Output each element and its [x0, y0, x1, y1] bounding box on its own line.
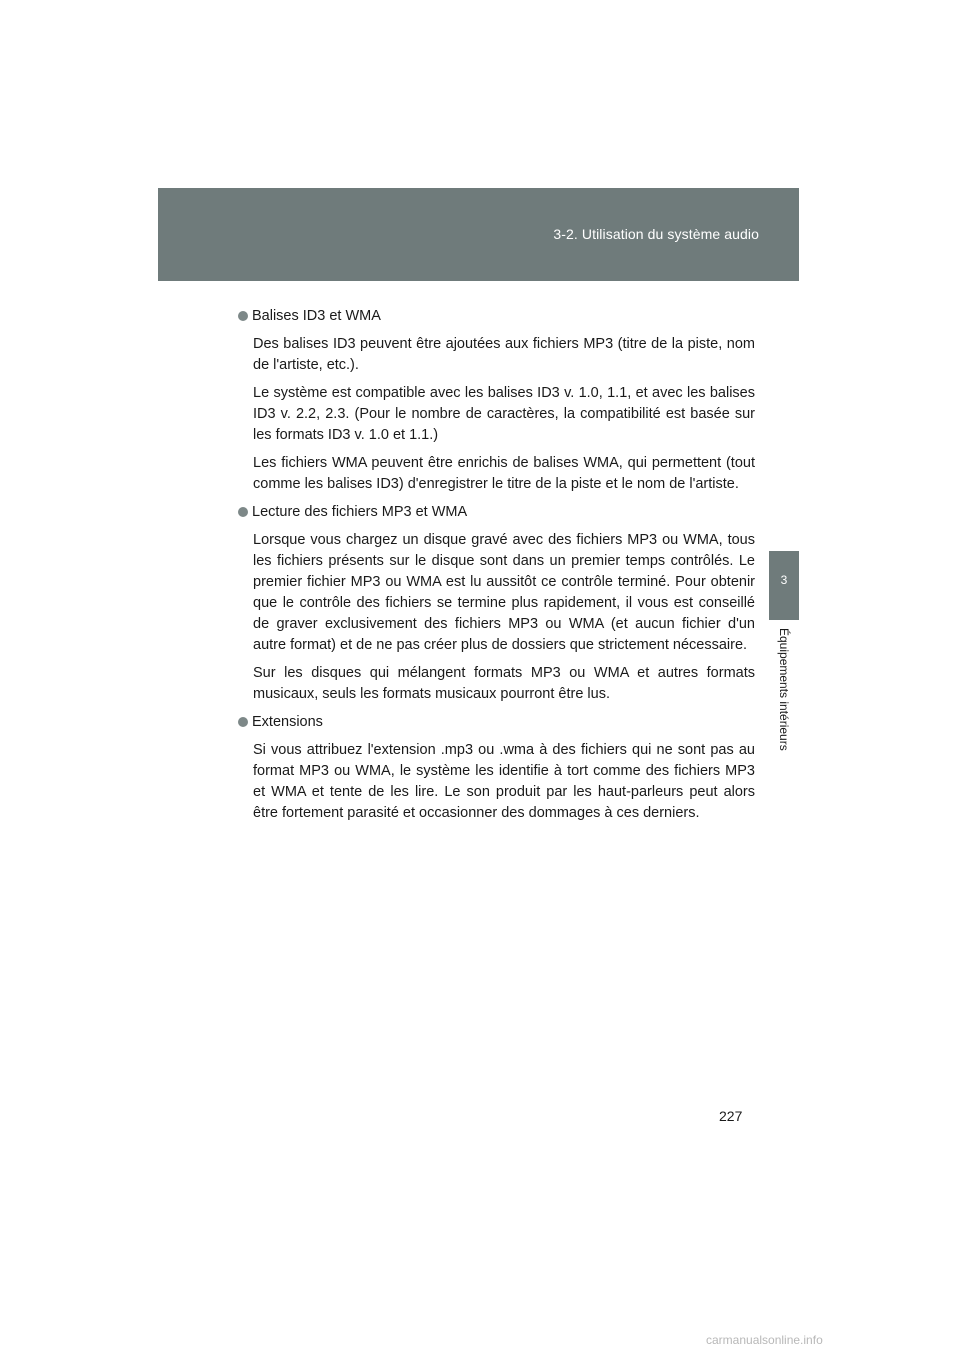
bullet-dot-icon: [238, 311, 248, 321]
paragraph: Si vous attribuez l'extension .mp3 ou .wma à des fichiers qui ne sont pas au format MP3 ou WMA, le système les identifie à tort comme des fichiers MP3 et WMA et tente de les lire. Le son produit par les haut-parleurs peut alors être fortement parasité et occasionner des dommages à ces derniers.: [253, 742, 755, 821]
watermark: carmanualsonline.info: [706, 1333, 823, 1347]
paragraph: Les fichiers WMA peuvent être enrichis de balises WMA, qui permettent (tout comme les balises ID3) d'enregistrer le titre de la piste et le nom de l'artiste.: [253, 455, 755, 492]
section-heading: [238, 502, 755, 523]
chapter-tab-label: Équipements intérieurs: [777, 628, 791, 751]
chapter-title: 3-2. Utilisation du système audio: [553, 226, 759, 242]
chapter-tab: [769, 551, 799, 620]
section-playback: [238, 502, 755, 705]
section-heading-text: Lecture des fichiers MP3 et WMA: [252, 504, 468, 520]
chapter-tab-number: 3: [780, 573, 788, 587]
section-heading: [238, 306, 755, 327]
section-id3-wma: [238, 306, 755, 495]
section-heading-text: Balises ID3 et WMA: [252, 308, 381, 324]
paragraph: Le système est compatible avec les balises ID3 v. 1.0, 1.1, et avec les balises ID3 v. 2.2, 2.3. (Pour le nombre de caractères, la compatibilité est basée sur les formats ID3 v. 1.0 et 1.1.): [253, 385, 755, 443]
paragraph: Sur les disques qui mélangent formats MP3 ou WMA et autres formats musicaux, seuls les formats musicaux pourront être lus.: [253, 665, 755, 702]
chapter-tab-label-container: [769, 628, 799, 778]
bullet-dot-icon: [238, 507, 248, 517]
page-number: 227: [719, 1108, 743, 1124]
section-heading: [238, 712, 755, 733]
section-extensions: [238, 712, 755, 824]
chapter-header: [158, 188, 799, 281]
section-heading-text: Extensions: [252, 714, 323, 730]
paragraph: Des balises ID3 peuvent être ajoutées aux fichiers MP3 (titre de la piste, nom de l'artiste, etc.).: [253, 336, 755, 373]
page-content: [238, 306, 755, 831]
bullet-dot-icon: [238, 717, 248, 727]
paragraph: Lorsque vous chargez un disque gravé avec des fichiers MP3 ou WMA, tous les fichiers présents sur le disque sont dans un premier temps contrôlés. Le premier fichier MP3 ou WMA est lu aussitôt ce contrôle terminé. Pour obtenir que le contrôle des fichiers se termine plus rapidement, il vous est conseillé de graver exclusivement des fichiers MP3 ou WMA (et aucun fichier d'un autre format) et de ne pas créer plus de dossiers que strictement nécessaire.: [253, 532, 755, 653]
